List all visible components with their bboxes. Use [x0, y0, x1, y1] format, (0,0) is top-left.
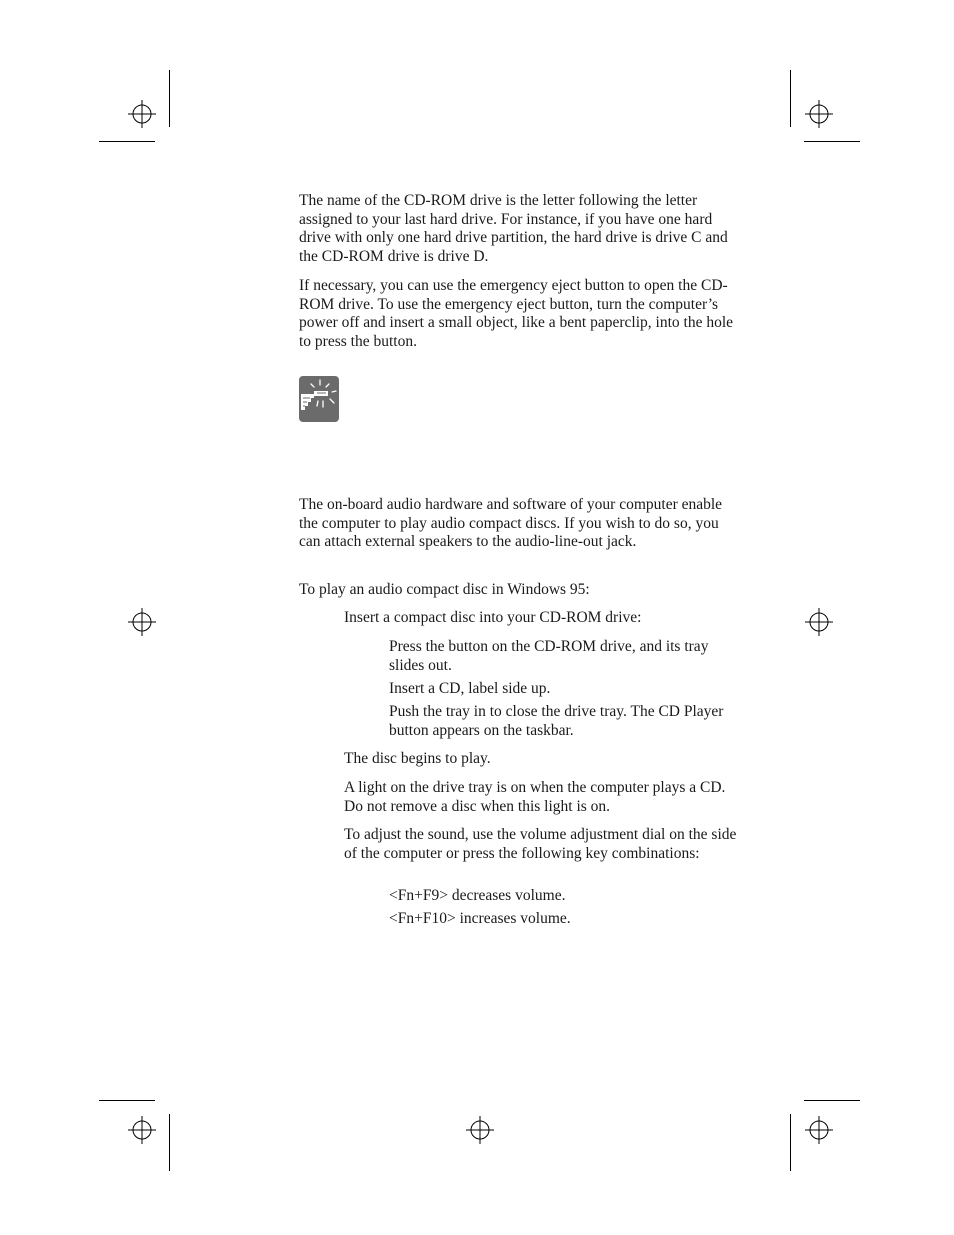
registration-mark-icon: [804, 99, 834, 129]
note-hand-icon: [299, 376, 339, 422]
step-adjust-sound: To adjust the sound, use the volume adjustment dial on the side of the computer or press the following key combinations:: [344, 826, 737, 862]
paragraph-onboard-audio: The on-board audio hardware and software of your computer enable the computer to play audio compact discs. If you wish to do so, you can attach external speakers to the audio-line-out jack.: [299, 496, 723, 551]
key-increase-volume: <Fn+F10> increases volume.: [389, 910, 571, 927]
substep-push-tray: Push the tray in to close the drive tray. The CD Player button appears on the taskbar.: [389, 703, 724, 739]
step-insert-disc: Insert a compact disc into your CD-ROM drive:: [344, 609, 642, 626]
registration-mark-icon: [127, 607, 157, 637]
registration-mark-icon: [804, 607, 834, 637]
registration-mark-icon: [127, 1115, 157, 1145]
paragraph-drive-letter: The name of the CD-ROM drive is the letter following the letter assigned to your last hard drive. For instance, if you have one hard drive with only one hard drive partition, the hard drive is drive C and the CD-ROM drive is drive D.: [299, 192, 728, 266]
substep-press-button: Press the button on the CD-ROM drive, and its tray slides out.: [389, 638, 709, 674]
paragraph-emergency-eject: If necessary, you can use the emergency eject button to open the CD-ROM drive. To use the emergency eject button, turn the computer’s power off and insert a small object, like a bent paperclip, into the hole to press the button.: [299, 277, 734, 351]
registration-mark-icon: [127, 99, 157, 129]
paragraph-play-intro: To play an audio compact disc in Windows 95:: [299, 581, 590, 598]
key-decrease-volume: <Fn+F9> decreases volume.: [389, 887, 566, 904]
registration-mark-icon: [465, 1115, 495, 1145]
substep-insert-cd: Insert a CD, label side up.: [389, 680, 551, 697]
registration-mark-icon: [804, 1115, 834, 1145]
step-disc-plays: The disc begins to play.: [344, 750, 491, 767]
step-drive-light: A light on the drive tray is on when the computer plays a CD. Do not remove a disc when this light is on.: [344, 779, 726, 815]
